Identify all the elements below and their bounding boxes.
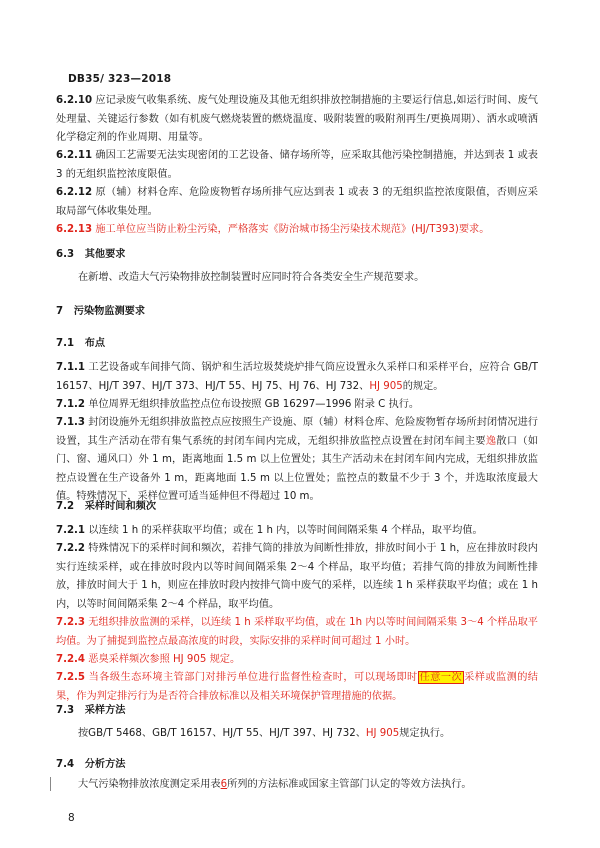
clause-6-2-11 [56,147,538,184]
clause-number: 6.2.13 [56,224,93,235]
standard-code-header: DB35/ 323—2018 [68,73,172,85]
paragraph-text-end: 规定执行。 [399,728,451,739]
section-number: 6.3 [56,249,75,260]
section-6-3-heading [56,246,538,265]
section-title: 采样方法 [84,705,126,716]
clause-text-red: HJ 905 [369,380,403,392]
clause-7-2-3 [56,614,538,651]
section-number: 7 [56,306,64,317]
clause-number: 7.1.2 [56,399,86,410]
clause-text: 原（辅）材料仓库、危险废物暂存场所排气应达到表 1 或表 3 的无组织监控浓度限值，否则应采取局部气体收集处理。 [56,187,538,217]
clause-text: 确因工艺需要无法实现密闭的工艺设备、储存场所等，应采取其他污染控制措施，并达到表 1 或表 3 的无组织监控浓度限值。 [56,150,538,180]
paragraph-text-red: HJ 905 [365,728,400,739]
section-title: 污染物监测要求 [73,306,146,317]
section-7-heading [56,303,538,322]
paragraph-text: 大气污染物排放浓度测定采用表 [78,779,221,790]
clause-number: 7.2.1 [56,525,86,536]
clause-text: 工艺设备或车间排气筒、锅炉和生活垃圾焚烧炉排气筒应设置永久采样口和采样平台，应符合 GB/T 16157、HJ/T 397、HJ/T 373、HJ/T 55、HJ 75、HJ 76、HJ 732、 [56,362,538,392]
clause-7-2-5 [56,669,538,706]
clause-text-end: 的规定。 [402,380,444,392]
clause-7-1-1 [56,359,538,396]
paragraph-text-red: 6 [220,779,228,790]
clause-text: 当各级生态环境主管部门对排污单位进行监督性检查时，可以现场即时 [85,672,418,683]
section-title: 分析方法 [84,759,126,770]
section-7-3-body [56,725,538,744]
section-7-2-heading [56,498,538,517]
section-title: 采样时间和频次 [84,501,157,512]
section-7-3-heading [56,702,538,721]
section-7-4-heading [56,756,538,775]
clause-text-end: 散口（如门、窗、通风口）外 1 m，距离地面 1.5 m 以上位置处；其生产活动未在封闭车间内完成，无组织排放监控点设置在生产设备外 1 m，距离地面 1.5 m 以上位置处；监控点的数量不少于 3 个，并选取浓度最大值。特殊情况下，采样位置可适当延伸但不得超过 10 m。 [56,435,539,502]
clause-7-2-2 [56,540,538,614]
clause-7-1-2 [56,396,538,415]
clause-text: 以连续 1 h 的采样获取平均值；或在 1 h 内，以等时间间隔采集 4 个样品，取平均值。 [85,525,483,536]
clause-7-2-1 [56,522,538,541]
clause-6-2-10 [56,92,538,148]
paragraph: 在新增、改造大气污染物排放控制装置时应同时符合各类安全生产规范要求。 [78,272,425,283]
clause-text: 应记录废气收集系统、废气处理设施及其他无组织排放控制措施的主要运行信息,如运行时间、废气处理量、关键运行参数（如有机废气燃烧装置的燃烧温度、吸附装置的吸附剂再生/更换周期）、洒水或喷洒化学稳定剂的作业周期、用量等。 [56,95,538,143]
change-bar [50,777,51,791]
section-number: 7.3 [56,705,75,716]
section-number: 7.4 [56,759,75,770]
clause-text-end: 采样或监测的结果，作为判定排污行为是否符合排放标准以及相关环境保护管理措施的依据。 [56,672,538,702]
section-7-4-body [56,776,538,795]
clause-text: 单位周界无组织排放监控点位布设按照 GB 16297—1996 附录 C 执行。 [85,399,420,410]
page-number: 8 [68,812,75,824]
paragraph-text-end: 所列的方法标准或国家主管部门认定的等效方法执行。 [227,779,472,790]
clause-number: 7.2.2 [56,543,86,554]
paragraph-text: 按GB/T 5468、GB/T 16157、HJ/T 55、HJ/T 397、HJ 732、 [78,728,366,739]
clause-6-2-13 [56,221,538,240]
clause-number: 7.2.3 [56,617,86,628]
section-number: 7.1 [56,338,75,349]
clause-number: 7.2.4 [56,654,86,665]
section-number: 7.2 [56,501,75,512]
clause-text: 施工单位应当防止粉尘污染，严格落实《防治城市扬尘污染技术规范》(HJ/T393)要求。 [92,224,490,235]
section-title: 布点 [84,338,106,349]
clause-number: 6.2.11 [56,150,93,161]
clause-text-red: 逸 [485,435,497,447]
clause-text: 无组织排放监测的采样，以连续 1 h 采样取平均值，或在 1h 内以等时间间隔采集 3～4 个样品取平均值。为了捕捉到监控点最高浓度的时段，实际安排的采样时间可超过 1 小时。 [56,617,538,647]
clause-number: 7.1.3 [56,417,86,428]
clause-text: 特殊情况下的采样时间和频次，若排气筒的排放为间断性排放，排放时间小于 1 h，应在排放时段内实行连续采样，或在排放时段内以等时间间隔采集 2～4 个样品，取平均值；若排气筒的排放为间断性排放，排放时间大于 1 h，则应在排放时段内按排气筒中废气的采样，以连续 1 h 采样获取平均值；或在 1 h 内，以等时间间隔采集 2～4 个样品，取平均值。 [56,543,538,610]
clause-number: 7.2.5 [56,672,86,683]
clause-number: 7.1.1 [56,362,86,373]
section-title: 其他要求 [84,249,126,260]
clause-number: 6.2.12 [56,187,93,198]
clause-6-2-12 [56,184,538,221]
clause-text: 恶臭采样频次参照 HJ 905 规定。 [85,654,241,665]
section-6-3-body [56,269,538,288]
clause-7-2-4 [56,651,538,670]
clause-text: 封闭设施外无组织排放监控点应按照生产设施、原（辅）材料仓库、危险废物暂存场所封闭情况进行设置，其生产活动在带有集气系统的封闭车间内完成，无组织排放监控点设置在封闭车间主要 [56,417,538,447]
section-7-1-heading [56,335,538,354]
clause-number: 6.2.10 [56,95,93,106]
highlighted-phrase: 任意一次 [419,672,463,683]
clause-7-1-3 [56,414,538,507]
